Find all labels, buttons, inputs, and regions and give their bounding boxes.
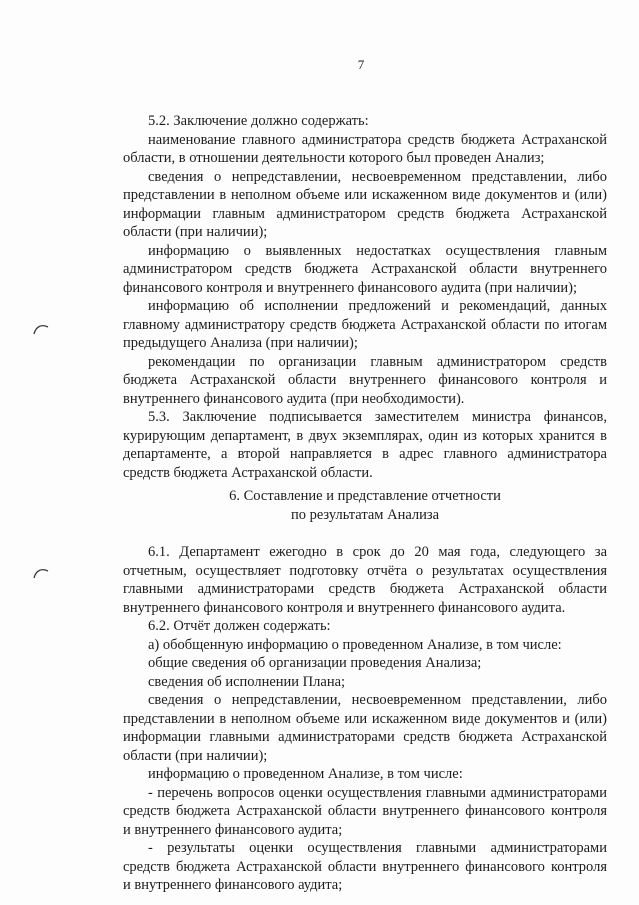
text-line: информации главными администраторами средств бюджета Астраханской <box>123 729 607 745</box>
text-line: информацию об исполнении предложений и рекомендаций, данных <box>148 298 607 314</box>
text-line: 6.2. Отчёт должен содержать: <box>148 618 331 634</box>
text-line: наименование главного администратора средств бюджета Астраханской <box>148 131 607 148</box>
item-question-list <box>123 784 607 840</box>
text-line: администратором средств бюджета Астраханской области внутреннего <box>123 261 607 277</box>
text-line: и внутреннего финансового аудита; <box>123 821 343 838</box>
item-recommendations <box>123 353 607 409</box>
item-nonsubmission-info <box>123 168 607 242</box>
text-line: сведения о непредставлении, несвоевременном представлении, либо <box>148 692 607 708</box>
text-line: финансового контроля и внутреннего финансового аудита (при наличии); <box>123 279 577 296</box>
text-line: области (при наличии); <box>123 747 268 764</box>
text-line: 6.1. Департамент ежегодно в срок до 20 мая года, следующего за <box>148 544 607 560</box>
text-line: 5.3. Заключение подписывается заместителем министра финансов, <box>148 409 607 425</box>
section-6-body <box>123 543 607 895</box>
text-line: средств бюджета Астраханской области внутреннего финансового контроля <box>123 803 607 819</box>
scan-margin-mark <box>28 318 54 338</box>
item-a-summary <box>123 636 607 655</box>
item-previous-recommendations <box>123 297 607 353</box>
text-line: представлении в неполном объеме или искаженном виде документов и (или) <box>123 187 607 203</box>
text-line: представлении в неполном объеме или искаженном виде документов и (или) <box>123 710 607 727</box>
text-line: предыдущего Анализа (при наличии); <box>123 335 358 351</box>
text-line: отчетным, осуществляет подготовку отчёта о результатах осуществления <box>123 562 607 579</box>
text-line: сведения о непредставлении, несвоевременном представлении, либо <box>148 168 607 185</box>
text-line: информации главным администратором средств бюджета Астраханской <box>123 205 607 222</box>
text-line: информацию о проведенном Анализе, в том числе: <box>148 766 463 782</box>
item-administrator-name <box>123 131 607 168</box>
clause-6-2-intro <box>123 617 607 636</box>
text-line: информацию о выявленных недостатках осуществления главным <box>148 242 607 259</box>
item-identified-shortcomings <box>123 242 607 298</box>
text-line: внутреннего финансового контроля и внутреннего финансового аудита. <box>123 599 566 616</box>
page-number: 7 <box>357 57 365 72</box>
text-line: средств бюджета Астраханской области внутреннего финансового контроля <box>123 858 607 875</box>
section-5-body <box>123 112 607 482</box>
item-assessment-results <box>123 839 607 895</box>
text-line: а) обобщенную информацию о проведенном Анализе, в том числе: <box>148 636 562 653</box>
text-line: области (при наличии); <box>123 224 268 240</box>
item-plan-execution <box>123 673 607 692</box>
text-line: курирующим департамент, в двух экземплярах, один из которых хранится в <box>123 427 607 444</box>
clause-5-3 <box>123 408 607 482</box>
clause-6-1 <box>123 543 607 617</box>
text-line: общие сведения об организации проведения Анализа; <box>148 655 482 671</box>
text-line: 5.2. Заключение должно содержать: <box>148 113 369 129</box>
clause-5-2-intro <box>123 112 607 131</box>
text-line: главными администраторами средств бюджета Астраханской области <box>123 581 607 597</box>
heading-line: по результатам Анализа <box>290 506 440 523</box>
text-line: рекомендации по организации главным администратором средств <box>148 353 607 370</box>
text-line: бюджета Астраханской области внутреннего финансового контроля и <box>123 372 607 388</box>
heading-line: 6. Составление и представление отчетности <box>229 488 501 504</box>
text-line: - результаты оценки осуществления главными администраторами <box>148 840 607 856</box>
section-6-heading <box>123 487 607 524</box>
item-analysis-info <box>123 765 607 784</box>
text-line: - перечень вопросов оценки осуществления главными администраторами <box>148 784 607 801</box>
text-line: главному администратору средств бюджета Астраханской области по итогам <box>123 316 607 333</box>
text-line: области, в отношении деятельности которого был проведен Анализ; <box>123 150 545 166</box>
item-nonsubmission-info <box>123 691 607 765</box>
text-line: средств бюджета Астраханской области. <box>123 464 373 481</box>
text-line: сведения об исполнении Плана; <box>148 673 346 690</box>
item-general-info <box>123 654 607 673</box>
text-line: внутреннего финансового аудита (при необходимости). <box>123 390 465 407</box>
text-line: департаменте, а второй направляется в адрес главного администратора <box>123 446 607 462</box>
text-line: и внутреннего финансового аудита; <box>123 877 343 893</box>
scan-margin-mark <box>28 562 54 582</box>
